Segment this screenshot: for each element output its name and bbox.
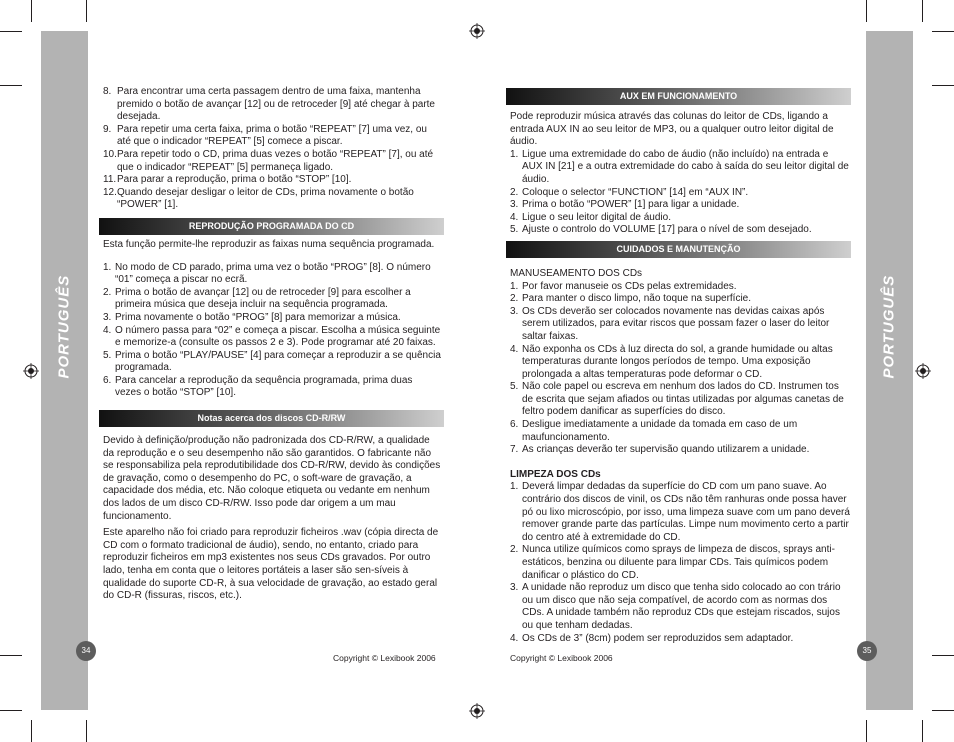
list-item: [103, 312, 441, 325]
handling-title: MANUSEAMENTO DOS CDs: [510, 267, 643, 279]
cleaning-list: [510, 481, 851, 645]
list-item-text: Para encontrar uma certa passagem dentro de uma faixa, mantenha premido o botão de avançar [12] ou de retroceder [9] até chegar à parte desejada.: [117, 86, 435, 123]
list-item-text: Não cole papel ou escreva em nenhum dos lados do CD. Instrumen tos de escrita que sejam afiados ou tintas utilizadas por algumas canetas de feltro podem danificar as superfícies do disco.: [522, 381, 844, 418]
list-item-text: O número passa para “02” e começa a piscar. Escolha a música seguinte e memorize-a (consulte os passos 2 e 3). Pode programar até 20 faixas.: [115, 324, 441, 349]
list-item-text: A unidade não reproduz um disco que tenha sido colocado ao con trário ou um disco que não seja compatível, de acordo com as normas dos CDs. A unidade também não reproduz CDs que estejam riscados, sujos ou que tenham dedadas.: [522, 582, 841, 631]
list-item: [103, 350, 441, 375]
list-item-number: 6.: [510, 419, 519, 431]
list-item-number: 12.: [103, 186, 117, 198]
aux-intro: Pode reproduzir música através das colunas do leitor de CDs, ligando a entrada AUX IN ao seu leitor de MP3, ou a qualquer outro leitor digital de áudio.: [510, 111, 834, 148]
list-item: [510, 419, 851, 444]
crop-mark: [932, 85, 954, 86]
list-item-text: Os CDs deverão ser colocados novamente nas devidas caixas após serem utilizados, para evitar riscos que possam fazer o laser do leitor saltar faixas.: [522, 305, 830, 342]
list-item-text: Prima o botão “PLAY/PAUSE” [4] para começar a reproduzir a se quência programada.: [115, 349, 441, 374]
list-item: [510, 633, 851, 646]
programmed-play-list: [103, 262, 441, 401]
list-item-text: Quando desejar desligar o leitor de CDs, prima novamente o botão “POWER” [1].: [117, 186, 414, 211]
copyright-right: Copyright © Lexibook 2006: [510, 653, 613, 663]
list-item-number: 3.: [103, 311, 112, 323]
section-heading-programmed-play: REPRODUÇÃO PROGRAMADA DO CD: [99, 218, 444, 235]
crop-mark: [31, 0, 32, 22]
crop-mark: [932, 655, 954, 656]
list-item-number: 2.: [510, 544, 519, 556]
list-item-text: Ajuste o controlo do VOLUME [17] para o nível de som desejado.: [522, 224, 812, 236]
list-item: [510, 187, 851, 200]
list-item: [510, 381, 851, 419]
list-item-number: 4.: [510, 343, 519, 355]
programmed-play-intro: Esta função permite-lhe reproduzir as faixas numa sequência programada.: [103, 238, 435, 250]
list-item-text: Para repetir uma certa faixa, prima o botão “REPEAT” [7] uma vez, ou até que o indicador “REPEAT” [5] comece a piscar.: [117, 123, 427, 148]
list-item: [510, 293, 851, 306]
list-item: [103, 124, 441, 149]
crop-mark: [0, 31, 22, 32]
crop-mark: [866, 720, 867, 742]
crop-mark: [932, 710, 954, 711]
list-item-text: Para repetir todo o CD, prima duas vezes o botão “REPEAT” [7], ou até que o indicador “REPEAT” [5] permaneça ligado.: [117, 148, 434, 173]
crop-mark: [86, 0, 87, 22]
registration-mark-icon: [469, 703, 485, 719]
list-item: [103, 149, 441, 174]
list-item-text: Deverá limpar dedadas da superfície do CD com um pano suave. Ao contrário dos discos de vinil, os CDs não têm ranhuras onde possa haver pó ou lixo microscópio, por isso, uma limpeza suave com um pano deverá remover grande parte das partículas. Limpe num movimento certo a partir do centro até à extremidade do CD.: [522, 481, 850, 543]
list-item-text: Ligue uma extremidade do cabo de áudio (não incluído) na entrada e AUX IN [21] e a outra extremidade do cabo à saída do seu leitor digital de áudio.: [522, 148, 849, 185]
registration-mark-icon: [23, 363, 39, 379]
list-item: [510, 281, 851, 294]
registration-mark-icon: [915, 363, 931, 379]
list-item: [510, 306, 851, 344]
section-heading-aux: AUX EM FUNCIONAMENTO: [506, 88, 851, 105]
list-item-text: No modo de CD parado, prima uma vez o botão “PROG” [8]. O número “01” começa a piscar no ecrã.: [115, 261, 431, 286]
section-heading-care: CUIDADOS E MANUTENÇÃO: [506, 241, 851, 258]
list-item-number: 1.: [510, 148, 519, 160]
list-item-number: 10.: [103, 148, 117, 160]
cdrw-notes-paragraph-2: Este aparelho não foi criado para reproduzir ficheiros .wav (cópia directa de CD com o formato tradicional de áudio), sendo, no entanto, criado para reproduzir ficheiros em mp3 existentes nos seus CDs gravados. Por outro lado, tenha em conta que o leitores portáteis a laser são sen-síveis à qualidade do suporte CD-R, à sua velocidade de gravação, ao estado geral do CD-R (fissuras, riscos, etc.).: [103, 527, 439, 602]
list-item: [510, 582, 851, 632]
registration-mark-icon: [469, 23, 485, 39]
list-item-text: Não exponha os CDs à luz directa do sol, a grande humidade ou altas temperaturas durante longos períodos de tempo. Uma exposição prolongada a altas temperaturas pode deformar o CD.: [522, 343, 833, 380]
crop-mark: [86, 720, 87, 742]
list-item-number: 2.: [103, 286, 112, 298]
list-item: [510, 544, 851, 582]
list-item: [510, 444, 851, 457]
list-item-text: Desligue imediatamente a unidade da tomada em caso de um maufuncionamento.: [522, 419, 798, 443]
handling-list: [510, 281, 851, 457]
list-item-number: 4.: [103, 324, 112, 336]
crop-mark: [922, 720, 923, 742]
list-item-number: 3.: [510, 199, 519, 211]
page-number-right: 35: [857, 641, 877, 661]
cleaning-title: LIMPEZA DOS CDs: [510, 468, 601, 480]
list-item-text: As crianças deverão ter supervisão quando utilizarem a unidade.: [522, 444, 810, 456]
list-item-number: 7.: [510, 444, 519, 456]
section-heading-cdrw-notes: Notas acerca dos discos CD-R/RW: [99, 410, 444, 427]
list-item-number: 4.: [510, 632, 519, 644]
list-item: [510, 199, 851, 212]
list-item-text: Para parar a reprodução, prima o botão “STOP” [10].: [117, 174, 352, 186]
crop-mark: [31, 720, 32, 742]
cdrw-notes-paragraph-1: Devido à definição/produção não padronizada dos CD-R/RW, a qualidade da reprodução e o seu desempenho não são garantidos. O fabricante não se responsabiliza pela reprodutibilidade dos CD-R/RW, devido às condições de gravação, como o desempenho do PC, o soft-ware de gravação, a capacidade dos média, etc. Não coloque etiqueta ou vedante em nenhum dos lados de um disco CD-R/RW. Isso pode dar origem a um mau funcionamento.: [103, 435, 441, 522]
list-item-number: 3.: [510, 582, 519, 594]
left-side-label: PORTUGUÊS: [55, 274, 73, 379]
list-item-number: 1.: [510, 481, 519, 493]
list-item: [103, 375, 441, 400]
list-item-text: Ligue o seu leitor digital de áudio.: [522, 211, 671, 223]
list-item-number: 5.: [510, 381, 519, 393]
list-item-number: 1.: [510, 280, 519, 292]
crop-mark: [932, 31, 954, 32]
list-item-text: Prima o botão “POWER” [1] para ligar a unidade.: [522, 199, 740, 211]
crop-mark: [922, 0, 923, 22]
list-item: [103, 287, 441, 312]
crop-mark: [0, 85, 22, 86]
list-item-number: 5.: [103, 349, 112, 361]
list-item: [510, 212, 851, 225]
crop-mark: [866, 0, 867, 22]
list-item: [510, 149, 851, 187]
list-item-number: 1.: [103, 261, 112, 273]
list-item: [510, 224, 851, 237]
list-item-number: 5.: [510, 224, 519, 236]
list-item-text: Para manter o disco limpo, não toque na superfície.: [522, 293, 752, 305]
list-item: [510, 481, 851, 544]
aux-list: [510, 149, 851, 237]
page-number-left: 34: [76, 641, 96, 661]
list-item-number: 11.: [103, 174, 117, 186]
continued-list: [103, 86, 441, 212]
list-item-text: Coloque o selector “FUNCTION” [14] em “AUX IN”.: [522, 186, 749, 198]
list-item-text: Nunca utilize químicos como sprays de limpeza de discos, sprays anti-estáticos, benzina ou diluente para limpar CDs. Tais químicos podem danificar o plástico do CD.: [522, 544, 835, 581]
list-item-text: Prima o botão de avançar [12] ou de retroceder [9] para escolher a primeira música que deseja incluir na sequência programada.: [115, 286, 411, 311]
list-item-text: Para cancelar a reprodução da sequência programada, prima duas vezes o botão “STOP” [10].: [115, 374, 413, 399]
right-side-label: PORTUGUÊS: [880, 274, 898, 379]
crop-mark: [0, 710, 22, 711]
list-item: [103, 174, 441, 187]
list-item-number: 8.: [103, 86, 112, 97]
list-item-number: 6.: [103, 374, 112, 386]
list-item-number: 2.: [510, 293, 519, 305]
crop-mark: [0, 655, 22, 656]
list-item: [103, 86, 441, 124]
list-item-text: Os CDs de 3” (8cm) podem ser reproduzidos sem adaptador.: [522, 632, 794, 644]
list-item-number: 9.: [103, 123, 112, 135]
left-column: [103, 86, 441, 603]
list-item-text: Por favor manuseie os CDs pelas extremidades.: [522, 280, 737, 292]
list-item-text: Prima novamente o botão “PROG” [8] para memorizar a música.: [115, 311, 401, 323]
list-item-number: 3.: [510, 305, 519, 317]
list-item: [103, 262, 441, 287]
right-column: [510, 88, 851, 645]
list-item: [103, 187, 441, 212]
list-item-number: 2.: [510, 186, 519, 198]
list-item: [510, 344, 851, 382]
list-item: [103, 325, 441, 350]
copyright-left: Copyright © Lexibook 2006: [333, 653, 436, 663]
list-item-number: 4.: [510, 211, 519, 223]
